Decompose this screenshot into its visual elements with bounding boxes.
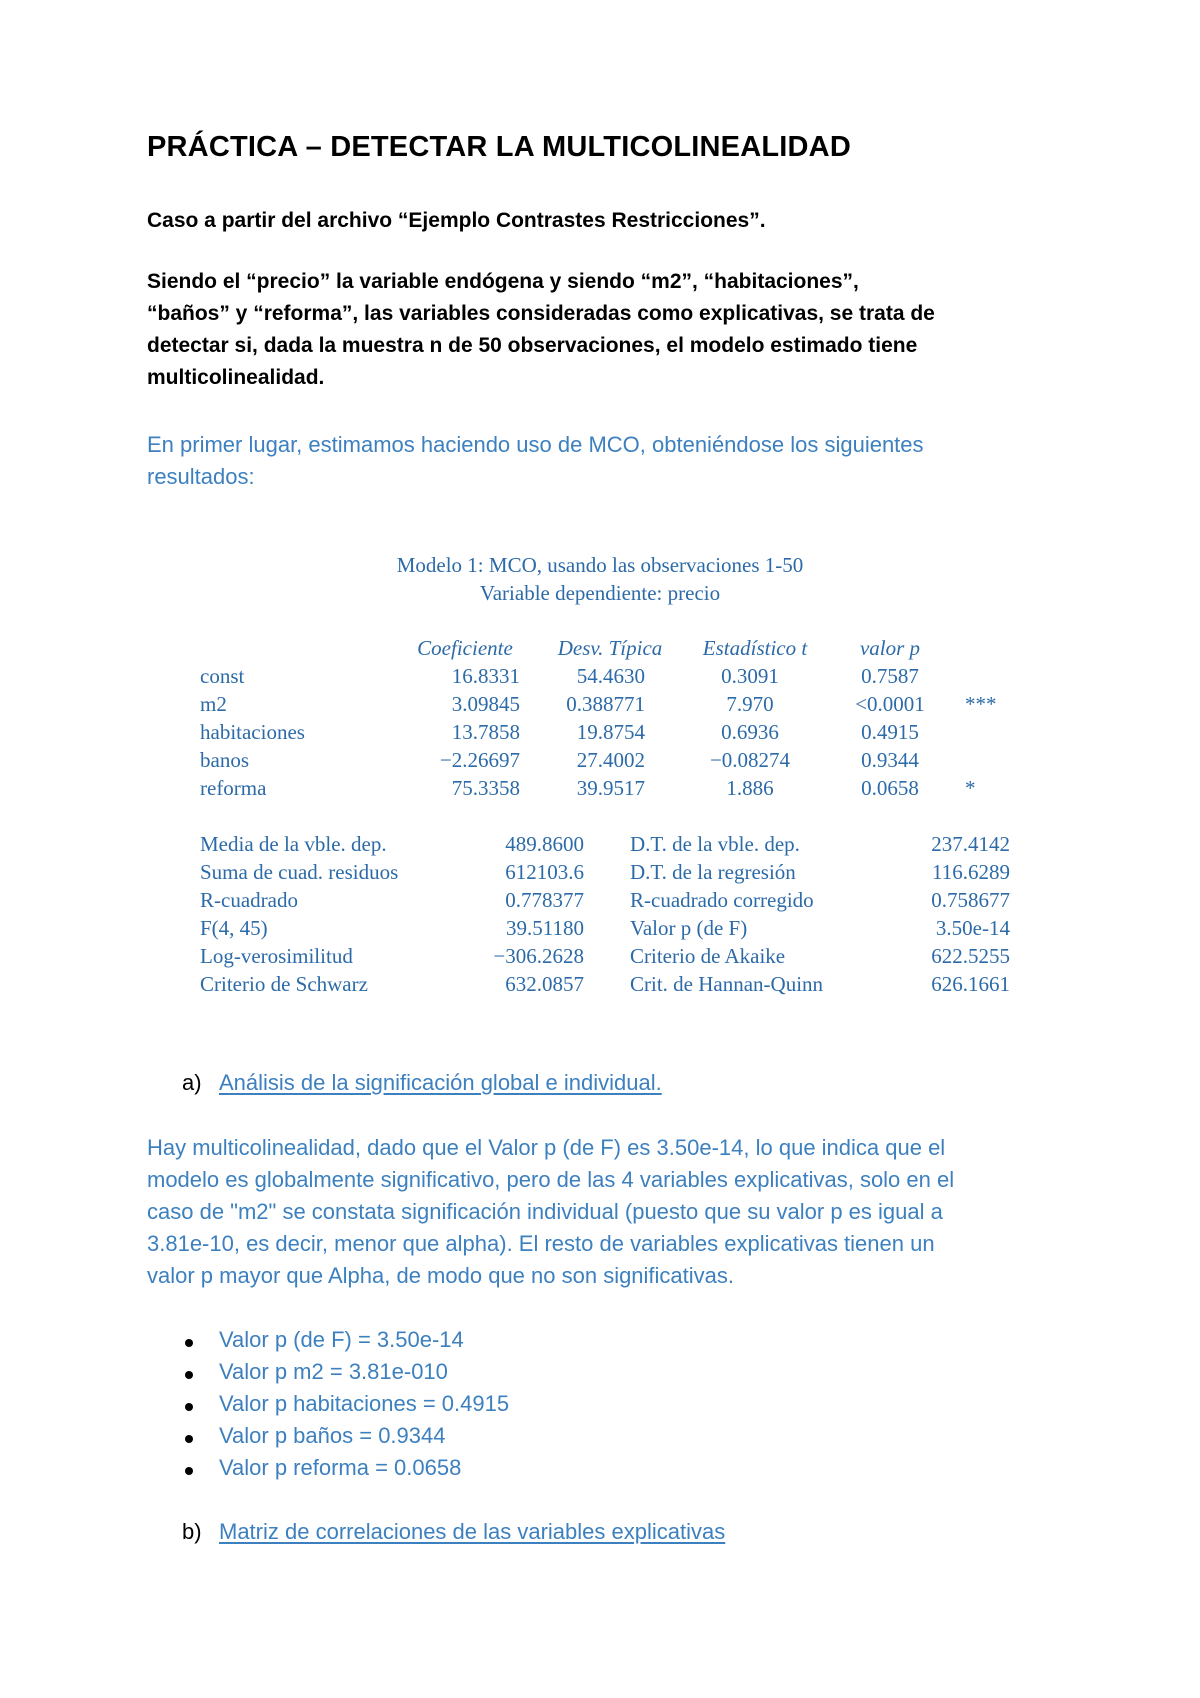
section-b-label: b): [182, 1519, 202, 1544]
analysis-line: valor p mayor que Alpha, de modo que no son significativas.: [147, 1263, 735, 1288]
t-value: 0.3091: [721, 664, 779, 688]
bullet-item: Valor p reforma = 0.0658: [219, 1455, 462, 1480]
se-value: 19.8754: [576, 720, 645, 744]
t-value: 0.6936: [721, 720, 779, 744]
bullet-item: Valor p habitaciones = 0.4915: [219, 1391, 510, 1416]
coef-row-name: habitaciones: [200, 720, 305, 744]
significance-stars: ***: [965, 692, 997, 716]
p-value: <0.0001: [855, 692, 925, 716]
stat-value: 39.51180: [506, 916, 584, 940]
bullet-icon: [185, 1403, 193, 1411]
stat-value: 622.5255: [931, 944, 1010, 968]
stat-label: Suma de cuad. residuos: [200, 860, 399, 884]
case-line: Caso a partir del archivo “Ejemplo Contrastes Restricciones”.: [147, 209, 766, 232]
t-value: −0.08274: [709, 748, 791, 772]
stat-value: 626.1661: [931, 972, 1010, 996]
model-header: Modelo 1: MCO, usando las observaciones 1-50: [396, 553, 804, 577]
estimation-line: En primer lugar, estimamos haciendo uso de MCO, obteniéndose los siguientes: [147, 432, 924, 457]
column-header-valor-p: valor p: [859, 636, 921, 660]
stat-label: R-cuadrado corregido: [630, 888, 814, 912]
bullet-item: Valor p (de F) = 3.50e-14: [219, 1327, 464, 1352]
stat-label: Crit. de Hannan-Quinn: [630, 972, 824, 996]
column-header-desv-tipica: Desv. Típica: [557, 636, 663, 660]
model-dependent-variable: Variable dependiente: precio: [479, 581, 721, 605]
se-value: 27.4002: [576, 748, 645, 772]
stat-label: R-cuadrado: [200, 888, 298, 912]
stat-value: 632.0857: [505, 972, 584, 996]
significance-stars: *: [965, 776, 976, 800]
t-value: 1.886: [726, 776, 774, 800]
stat-value: 116.6289: [932, 860, 1010, 884]
estimation-line: resultados:: [147, 464, 255, 489]
coef-row-name: banos: [200, 748, 249, 772]
column-header-estadistico-t: Estadístico t: [702, 636, 808, 660]
bullet-icon: [185, 1339, 193, 1347]
stat-label: Criterio de Akaike: [630, 944, 786, 968]
bullet-icon: [185, 1467, 193, 1475]
coef-row-name: reforma: [200, 776, 267, 800]
stat-label: Criterio de Schwarz: [200, 972, 368, 996]
stat-value: 237.4142: [931, 832, 1010, 856]
stat-label: Log-verosimilitud: [200, 944, 353, 968]
analysis-paragraph: [147, 1132, 1087, 1292]
p-value: 0.7587: [861, 664, 919, 688]
stat-value: 0.758677: [931, 888, 1010, 912]
page-title: PRÁCTICA – DETECTAR LA MULTICOLINEALIDAD: [147, 131, 851, 163]
coef-value: 13.7858: [451, 720, 520, 744]
stat-value: 489.8600: [505, 832, 584, 856]
coef-row-name: const: [200, 664, 245, 688]
bullet-item: Valor p baños = 0.9344: [219, 1423, 446, 1448]
p-value: 0.0658: [861, 776, 919, 800]
analysis-line: 3.81e-10, es decir, menor que alpha). El resto de variables explicativas tienen un: [147, 1231, 935, 1256]
stat-value: 3.50e-14: [935, 916, 1010, 940]
coef-value: 16.8331: [451, 664, 520, 688]
coef-value: 3.09845: [451, 692, 520, 716]
stat-label: F(4, 45): [200, 916, 268, 940]
coef-value: 75.3358: [451, 776, 520, 800]
p-value: 0.4915: [861, 720, 919, 744]
bullet-item: Valor p m2 = 3.81e-010: [219, 1359, 448, 1384]
stat-value: 612103.6: [505, 860, 584, 884]
intro-line: Siendo el “precio” la variable endógena y siendo “m2”, “habitaciones”,: [147, 270, 859, 293]
stat-label: Media de la vble. dep.: [200, 832, 387, 856]
stat-label: D.T. de la vble. dep.: [630, 832, 800, 856]
bullet-icon: [185, 1435, 193, 1443]
se-value: 54.4630: [576, 664, 645, 688]
coef-row-name: m2: [200, 692, 227, 716]
se-value: 39.9517: [576, 776, 645, 800]
intro-line: detectar si, dada la muestra n de 50 observaciones, el modelo estimado tiene: [147, 334, 918, 357]
coef-value: −2.26697: [439, 748, 520, 772]
column-header-coeficiente: Coeficiente: [417, 636, 513, 660]
se-value: 0.388771: [566, 692, 645, 716]
section-b-link[interactable]: Matriz de correlaciones de las variables explicativas: [219, 1519, 726, 1544]
analysis-line: modelo es globalmente significativo, pero de las 4 variables explicativas, solo en el: [147, 1167, 955, 1192]
bullet-icon: [185, 1371, 193, 1379]
intro-line: multicolinealidad.: [147, 366, 325, 389]
stat-value: 0.778377: [505, 888, 584, 912]
section-a-label: a): [182, 1070, 202, 1095]
analysis-line: caso de "m2" se constata significación individual (puesto que su valor p es igual a: [147, 1199, 943, 1224]
section-a-link[interactable]: Análisis de la significación global e individual.: [219, 1070, 662, 1095]
analysis-line: Hay multicolinealidad, dado que el Valor p (de F) es 3.50e-14, lo que indica que el: [147, 1135, 946, 1160]
t-value: 7.970: [726, 692, 774, 716]
stat-label: D.T. de la regresión: [630, 860, 796, 884]
p-value: 0.9344: [861, 748, 919, 772]
stat-value: −306.2628: [493, 944, 584, 968]
stat-label: Valor p (de F): [630, 916, 748, 940]
intro-line: “baños” y “reforma”, las variables consideradas como explicativas, se trata de: [147, 302, 935, 325]
